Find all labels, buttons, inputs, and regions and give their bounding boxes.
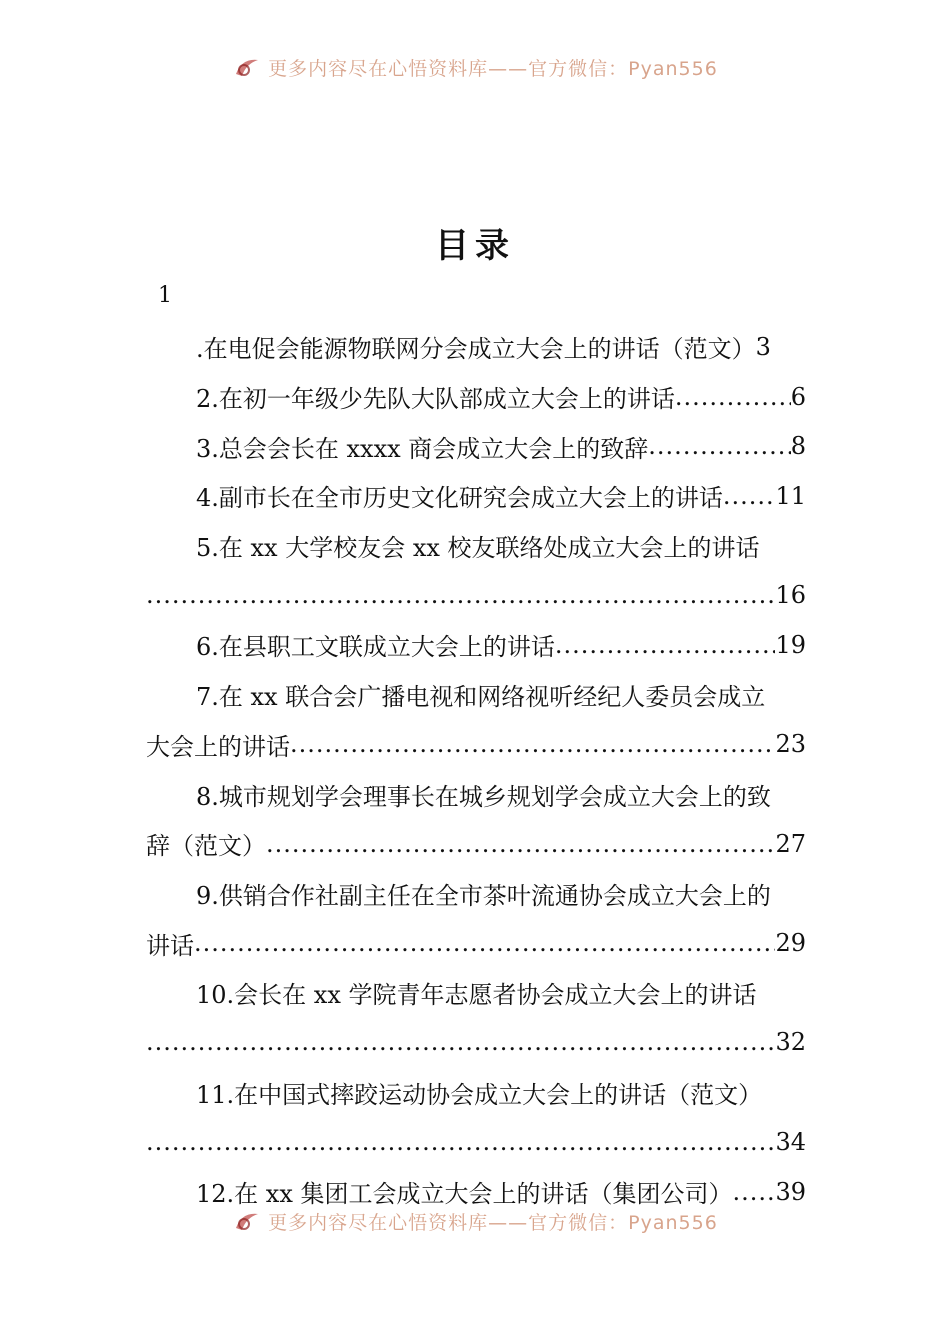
- dot-leader: [266, 830, 775, 858]
- toc-entry-title: 2.在初一年级少先队大队部成立大会上的讲话: [196, 385, 675, 414]
- footer-watermark: [0, 1206, 950, 1236]
- toc-entry[interactable]: [146, 521, 806, 571]
- toc-entry[interactable]: [146, 1067, 806, 1117]
- brand-logo-icon: [232, 54, 262, 80]
- toc-entry-page: 34: [775, 1127, 806, 1156]
- toc-entry-page: 11: [775, 481, 806, 510]
- dot-leader: [723, 482, 776, 510]
- toc-entry-continuation[interactable]: [146, 570, 806, 620]
- toc-entry-title: .在电促会能源物联网分会成立大会上的讲话（范文）: [196, 335, 756, 364]
- watermark-text: 更多内容尽在心悟资料库——官方微信：Pyan556: [268, 1211, 718, 1234]
- toc-entry[interactable]: [146, 471, 806, 521]
- toc-entry-page: 29: [775, 929, 806, 958]
- toc-entry[interactable]: [146, 322, 806, 372]
- dot-leader: [290, 730, 775, 758]
- dot-leader: [733, 1178, 776, 1206]
- dot-leader: [146, 1028, 775, 1056]
- stray-number: 1: [158, 283, 172, 308]
- page-title: 目录: [435, 226, 515, 266]
- toc-entry-page: 6: [790, 382, 806, 411]
- dot-leader: [194, 929, 775, 957]
- toc-entry-page: 3: [755, 332, 771, 361]
- toc-entry[interactable]: [146, 670, 806, 720]
- table-of-contents: [146, 322, 806, 1216]
- toc-entry-page: 32: [775, 1028, 806, 1057]
- watermark-text: 更多内容尽在心悟资料库——官方微信：Pyan556: [268, 57, 718, 80]
- toc-entry-title-cont: 辞（范文）: [146, 832, 266, 861]
- toc-entry-title: 7.在 xx 联合会广播电视和网络视听经纪人委员会成立: [196, 683, 766, 712]
- toc-entry-title: 8.城市规划学会理事长在城乡规划学会成立大会上的致: [196, 782, 771, 811]
- toc-entry[interactable]: [146, 372, 806, 422]
- toc-entry-title: 9.供销合作社副主任在全市茶叶流通协会成立大会上的: [196, 881, 771, 910]
- toc-entry-title: 5.在 xx 大学校友会 xx 校友联络处成立大会上的讲话: [196, 534, 760, 563]
- toc-entry-title: 12.在 xx 集团工会成立大会上的讲话（集团公司）: [196, 1180, 733, 1209]
- toc-entry-title: 10.会长在 xx 学院青年志愿者协会成立大会上的讲话: [196, 981, 757, 1010]
- toc-entry-title: 3.总会会长在 xxxx 商会成立大会上的致辞: [196, 434, 649, 463]
- toc-entry-continuation[interactable]: [146, 918, 806, 968]
- toc-entry-title: 11.在中国式摔跤运动协会成立大会上的讲话（范文）: [196, 1080, 763, 1109]
- toc-entry[interactable]: [146, 869, 806, 919]
- toc-entry-title-cont: 讲话: [146, 931, 194, 960]
- toc-entry-title: 4.副市长在全市历史文化研究会成立大会上的讲话: [196, 484, 723, 513]
- toc-entry[interactable]: [146, 620, 806, 670]
- toc-entry-continuation[interactable]: [146, 1117, 806, 1167]
- dot-leader: [675, 383, 791, 411]
- dot-leader: [555, 631, 776, 659]
- toc-entry-page: 19: [775, 630, 806, 659]
- toc-entry-continuation[interactable]: [146, 720, 806, 770]
- toc-entry-page: 27: [775, 829, 806, 858]
- header-watermark: [0, 52, 950, 82]
- toc-entry[interactable]: [146, 769, 806, 819]
- toc-entry[interactable]: [146, 421, 806, 471]
- toc-entry-page: 16: [775, 581, 806, 610]
- toc-entry-page: 23: [775, 730, 806, 759]
- toc-entry[interactable]: [146, 968, 806, 1018]
- toc-entry-page: 8: [790, 432, 806, 461]
- brand-logo-icon: [232, 1208, 262, 1234]
- toc-entry-page: 39: [775, 1177, 806, 1206]
- toc-entry-title: 6.在县职工文联成立大会上的讲话: [196, 633, 555, 662]
- toc-entry-title-cont: 大会上的讲话: [146, 732, 290, 761]
- dot-leader: [648, 432, 790, 460]
- dot-leader: [146, 581, 775, 609]
- toc-entry-continuation[interactable]: [146, 1018, 806, 1068]
- toc-entry-continuation[interactable]: [146, 819, 806, 869]
- dot-leader: [146, 1128, 775, 1156]
